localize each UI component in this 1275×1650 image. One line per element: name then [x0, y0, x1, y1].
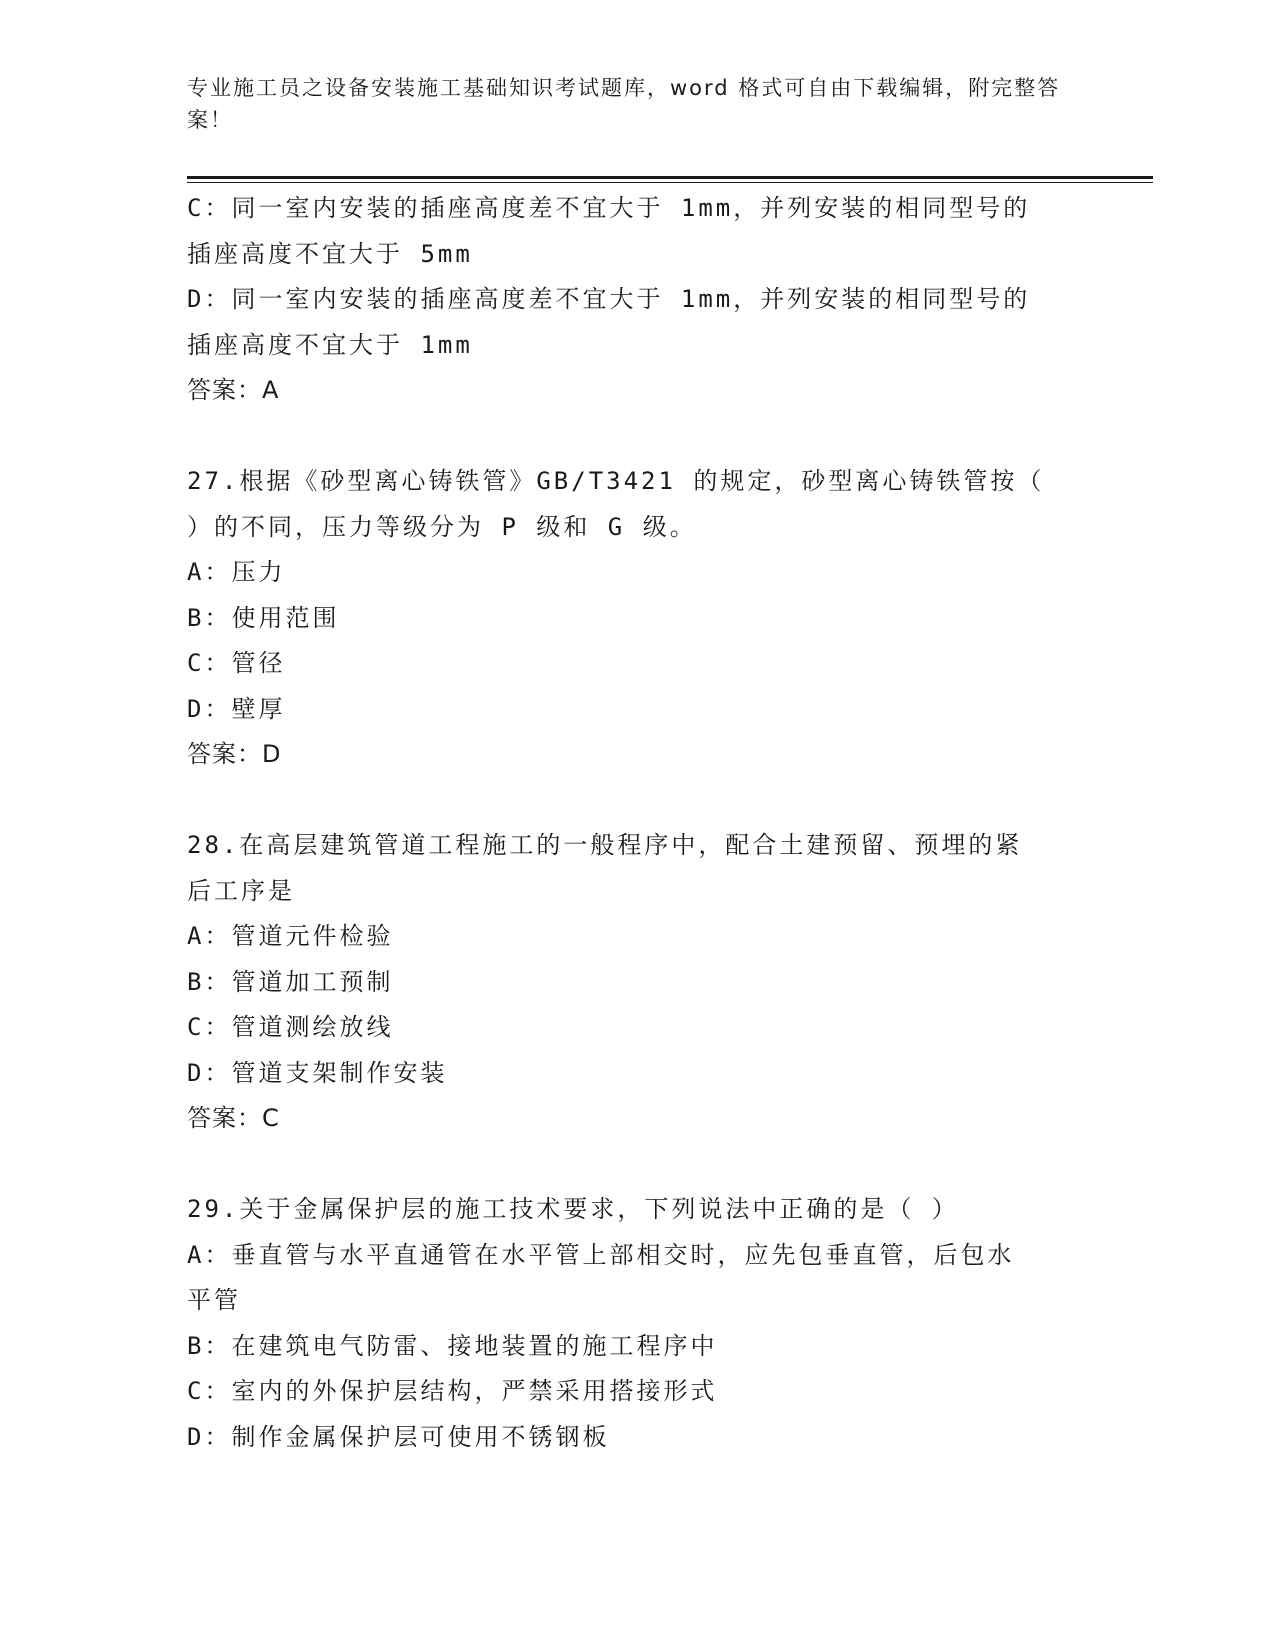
question-stem-line2: 后工序是: [187, 876, 295, 905]
question-27: [187, 459, 1087, 778]
option-d: D：制作金属保护层可使用不锈钢板: [187, 1422, 610, 1451]
option-c: C：室内的外保护层结构，严禁采用搭接形式: [187, 1377, 718, 1405]
answer-26: 答案：A: [187, 376, 280, 404]
option-d: D：壁厚: [187, 694, 286, 723]
option-c-line2: 插座高度不宜大于 5mm: [187, 239, 473, 268]
question-28: [187, 823, 1087, 1142]
option-d-line2: 插座高度不宜大于 1mm: [187, 330, 473, 359]
question-stem-line1: 28.在高层建筑管道工程施工的一般程序中，配合土建预留、预埋的紧: [187, 831, 1023, 859]
answer-27: 答案：D: [187, 740, 282, 768]
option-c: C：管道测绘放线: [187, 1013, 394, 1041]
question-29: [187, 1187, 1087, 1460]
option-a: A：管道元件检验: [187, 922, 394, 950]
header-rule-thin: [187, 182, 1153, 183]
option-b: B：使用范围: [187, 603, 340, 632]
question-stem-line2: ）的不同，压力等级分为 P 级和 G 级。: [187, 512, 697, 541]
option-a-line2: 平管: [187, 1286, 241, 1314]
option-d-line1: D：同一室内安装的插座高度差不宜大于 1mm，并列安装的相同型号的: [187, 285, 1031, 313]
question-content: [187, 186, 1087, 1460]
question-stem-line1: 29.关于金属保护层的施工技术要求，下列说法中正确的是（ ）: [187, 1195, 959, 1223]
question-stem-line1: 27.根据《砂型离心铸铁管》GB/T3421 的规定，砂型离心铸铁管按（: [187, 467, 1045, 495]
option-b: B：在建筑电气防雷、接地装置的施工程序中: [187, 1331, 718, 1360]
document-header: [187, 72, 1067, 136]
option-c-line1: C：同一室内安装的插座高度差不宜大于 1mm，并列安装的相同型号的: [187, 194, 1031, 222]
option-a-line1: A：垂直管与水平直通管在水平管上部相交时，应先包垂直管，后包水: [187, 1240, 1015, 1269]
option-b: B：管道加工预制: [187, 967, 394, 996]
prev-question: [187, 186, 1087, 414]
option-d: D：管道支架制作安装: [187, 1058, 448, 1087]
header-rule-thick: [187, 176, 1153, 179]
header-title: 专业施工员之设备安装施工基础知识考试题库，word 格式可自由下载编辑，附完整答案！: [187, 76, 1061, 132]
answer-28: 答案：C: [187, 1104, 280, 1132]
option-a: A：压力: [187, 558, 286, 586]
option-c: C：管径: [187, 649, 286, 677]
